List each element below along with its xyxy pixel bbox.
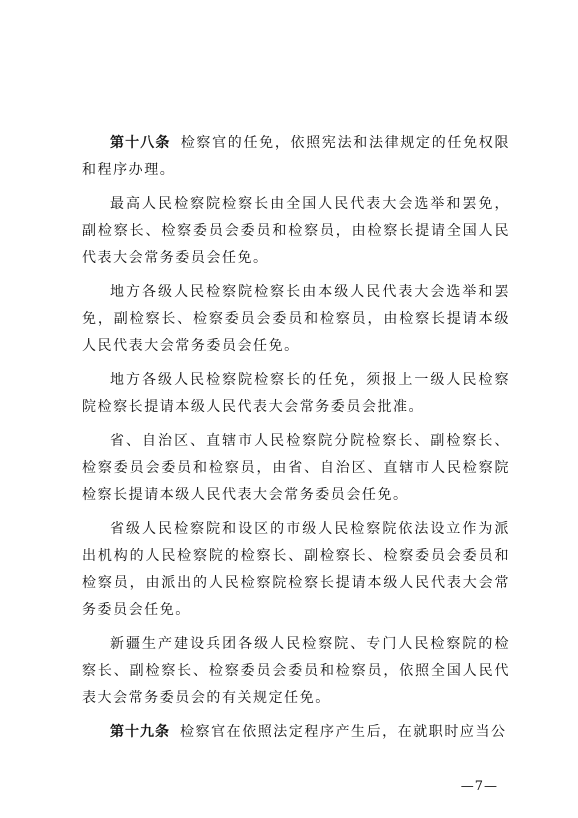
- paragraph-article-19: [82, 719, 510, 746]
- paragraph-text: 地方各级人民检察院检察长由本级人民代表大会选举和罢免，副检察长、检察委员会委员和检察员，由检察长提请本级人民代表大会常务委员会任免。: [82, 284, 510, 354]
- article-number: 第十八条: [110, 135, 171, 151]
- paragraph: [82, 428, 510, 509]
- paragraph-text: 检察官在依照法定程序产生后，在就职时应当公: [180, 724, 507, 740]
- paragraph-text: 检察官的任免，依照宪法和法律规定的任免权限和程序办理。: [82, 135, 510, 178]
- paragraph: [82, 516, 510, 624]
- article-number: 第十九条: [110, 724, 170, 740]
- paragraph-text: 新疆生产建设兵团各级人民检察院、专门人民检察院的检察长、副检察长、检察委员会委员和检察员，依照全国人民代表大会常务委员会的有关规定任免。: [82, 636, 510, 706]
- page-number: —7—: [460, 779, 498, 794]
- paragraph: [82, 191, 510, 272]
- paragraph-text: 省、自治区、直辖市人民检察院分院检察长、副检察长、检察委员会委员和检察员，由省、自治区、直辖市人民检察院检察长提请本级人民代表大会常务委员会任免。: [82, 433, 510, 503]
- paragraph: [82, 279, 510, 360]
- paragraph: [82, 631, 510, 712]
- paragraph-text: 最高人民检察院检察长由全国人民代表大会选举和罢免，副检察长、检察委员会委员和检察员，由检察长提请全国人民代表大会常务委员会任免。: [82, 196, 510, 266]
- paragraph: [82, 367, 510, 421]
- paragraph-article-18: [82, 130, 510, 184]
- paragraph-text: 省级人民检察院和设区的市级人民检察院依法设立作为派出机构的人民检察院的检察长、副检察长、检察委员会委员和检察员，由派出的人民检察院检察长提请本级人民代表大会常务委员会任免。: [82, 521, 510, 618]
- paragraph-text: 地方各级人民检察院检察长的任免，须报上一级人民检察院检察长提请本级人民代表大会常务委员会批准。: [82, 372, 510, 415]
- document-body: [82, 130, 510, 753]
